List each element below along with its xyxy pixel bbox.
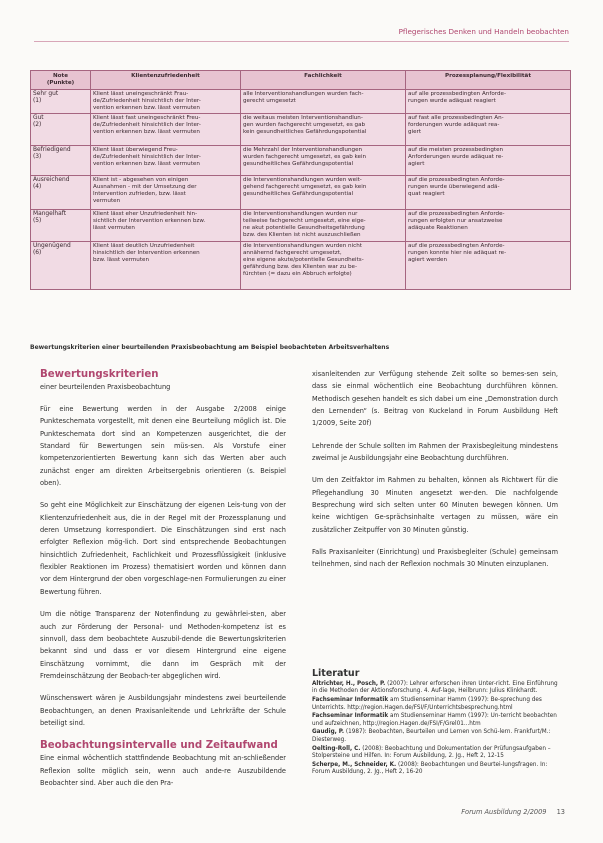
literature-entry <box>312 762 558 777</box>
table-row <box>31 146 571 176</box>
cell-klient: Klient lässt überwiegend Freu- de/Zufriedenheit hinsichtlich der Inter- vention erkennen bzw. lässt vermuten <box>91 146 241 176</box>
literature-entry <box>312 746 558 761</box>
lit-author: Fachseminar Informatik <box>312 713 389 720</box>
lit-author: Gaudig, P. <box>312 729 345 736</box>
paragraph: Eine einmal wöchentlich stattfindende Beobachtung mit an-schließender Reflexion sollte möglich sein, wenn auch ande-re Auszubildende Beobachter sind. Aber auch die den Pra- <box>40 754 286 787</box>
lit-text: am Studienseminar Hamm (1997): Be-sprechung des Unterrichts. http://region.Hagen.de/FSI/F/Unterrichtsbesprechung.html <box>312 697 542 711</box>
cell-klient: Klient lässt uneingeschränkt Frau- de/Zufriedenheit hinsichtlich der Inter- vention erkennen bzw. lässt vermuten <box>91 90 241 114</box>
header-title: Pflegerisches Denken und Handeln beobachten <box>398 27 569 36</box>
section-heading-criteria: Bewertungskriterien <box>40 369 159 380</box>
literature-entry <box>312 713 558 728</box>
table-row <box>31 242 571 290</box>
right-column <box>312 368 558 778</box>
cell-note: Mangelhaft (5) <box>31 210 91 242</box>
lit-text: (2007): Lehrer erforschen ihren Unter-richt. Eine Einführung in die Methoden der Aktionsforschung. 4. Auf-lage, Heilbrunn: Julius Klinkhardt. <box>312 680 558 695</box>
paragraph: Wünschenswert wären je Ausbildungsjahr mindestens zwei beurteilende Beobachtungen, an denen Praxisanleitende und Lehrkräfte der Schule beteiligt sind. <box>40 694 286 727</box>
cell-note: Ausreichend (4) <box>31 176 91 210</box>
cell-klient: Klient lässt fast uneingeschränkt Freu- de/Zufriedenheit hinsichtlich der Inter- vention erkennen bzw. lässt vermuten <box>91 114 241 146</box>
paragraph: xisanleitenden zur Verfügung stehende Zeit sollte so bemes-sen sein, dass sie einmal wöchentlich eine Beobachtung durchführen können. Methodisch gesehen handelt es sich dabei um eine „Demonstration durch den Lernenden“ (s. Beitrag von Kuckeland in Forum Ausbildung Heft 1/2009, Seite 20f) <box>312 370 558 428</box>
literature-entry <box>312 697 558 712</box>
header-prozessplanung: Prozessplanung/Flexibilität <box>406 71 571 90</box>
lit-author: Oelting-Roll, C. <box>312 745 361 752</box>
paragraph: So geht eine Möglichkeit zur Einschätzung der eigenen Leis-tung von der Klientenzufriedenheit aus, die in der Regel mit der Prozessplanung und deren Umsetzung korrespondiert. Die Einschätzungen sind erst nach erfolgter Reflexion mög-lich. Dort sind entsprechende Beobachtungen hinsichtlich Zufriedenheit, Fachlichkeit und Prozessflüssigkeit (inklusive flexibler Reaktionen im Prozess) thematisiert worden und können dann vor dem Hintergrund der oben vorgeschlage-nen Formulierungen zu einer Bewertung führen. <box>40 501 286 596</box>
cell-klient: Klient ist - abgesehen von einigen Ausnahmen - mit der Umsetzung der Intervention zufrieden, bzw. lässt vermuten <box>91 176 241 210</box>
header-fachlichkeit: Fachlichkeit <box>241 71 406 90</box>
cell-fach: alle Interventionshandlungen wurden fach- gerecht umgesetzt <box>241 90 406 114</box>
cell-prozess: auf die meisten prozessbedingten Anforderungen wurde adäquat re- agiert <box>406 146 571 176</box>
page-footer <box>461 808 565 816</box>
cell-klient: Klient lässt deutlich Unzufriedenheit hinsichtlich der Intervention erkennen bzw. lässt vermuten <box>91 242 241 290</box>
section-heading-intervals: Beobachtungsintervalle und Zeitaufwand <box>40 740 278 752</box>
section-subheading: einer beurteilenden Praxisbeobachtung <box>40 383 171 391</box>
page-number: 13 <box>556 808 565 816</box>
cell-fach: die weitaus meisten Interventionshandlun- gen wurden fachgerecht umgesetzt, es gab kein gesundheitliches Gefährdungspotential <box>241 114 406 146</box>
cell-prozess: auf fast alle prozessbedingten An- forderungen wurde adäquat rea- giert <box>406 114 571 146</box>
table-row <box>31 114 571 146</box>
table-row <box>31 176 571 210</box>
criteria-table-wrapper <box>30 70 570 290</box>
cell-note: Gut (2) <box>31 114 91 146</box>
footer-source: Forum Ausbildung 2/2009 <box>461 808 547 816</box>
literature-heading: Literatur <box>312 667 360 679</box>
table-header-row <box>31 71 571 90</box>
cell-fach: die Interventionshandlungen wurden nur teilweise fachgerecht umgesetzt, eine eige- ne akut potentielle Gesundheitsgefährdung bzw. des Klienten ist nicht auszuschließen <box>241 210 406 242</box>
table-row <box>31 210 571 242</box>
paragraph: Um die nötige Transparenz der Notenfindung zu gewährlei-sten, aber auch zur Förderung der Personal- und Methoden-kompetenz ist es sinnvoll, dass dem beobachtete Auszubil-dende die Bewertungskriterien bekannt sind und dass er vor diesem Hintergrund eine eigene Einschätzung vornimmt, die dann im Gespräch mit der Fremdeinschätzung der Beobach-ter abgeglichen wird. <box>40 610 286 680</box>
cell-fach: die Interventionshandlungen wurden nicht annähernd fachgerecht umgesetzt, eine eigene akute/potentielle Gesundheits- gefährdung bzw. des Klienten war zu be- fürchten (= dazu ein Abbruch erfolgte) <box>241 242 406 290</box>
cell-prozess: auf die prozessbedingten Anforde- rungen wurde überwiegend adä- quat reagiert <box>406 176 571 210</box>
table-row <box>31 90 571 114</box>
cell-fach: die Mehrzahl der Interventionshandlungen wurden fachgerecht umgesetzt, es gab kein gesundheitliches Gefährdungspotential <box>241 146 406 176</box>
cell-note: Ungenügend (6) <box>31 242 91 290</box>
cell-prozess: auf die prozessbedingten Anforde- rungen konnte hier nie adäquat re- agiert werden <box>406 242 571 290</box>
literature-entry <box>312 729 558 744</box>
lit-author: Scherpe, M., Schneider, K. <box>312 761 397 768</box>
lit-text: (2008): Beobachtungen und Beurtei-lungsfragen. In: Forum Ausbildung, 2. Jg., Heft 2, 16-20 <box>312 761 548 776</box>
cell-note: Befriedigend (3) <box>31 146 91 176</box>
literature-entry <box>312 681 558 696</box>
lit-text: (1987): Beobachten, Beurteilen und Lernen von Schü-lern. Frankfurt/M.: Diesterweg. <box>312 729 551 743</box>
lit-author: Fachseminar Informatik <box>312 697 389 703</box>
paragraph: Um den Zeitfaktor im Rahmen zu behalten, können als Richtwert für die Pflegehandlung 30 Minuten angesetzt wer-den. Die nachfolgende Besprechung wird sich selten unter 60 Minuten bewegen können. Um keine wichtigen Ge-sprächsinhalte vertagen zu müssen, wäre ein zusätzlicher Zeitpuffer von 30 Minuten günstig. <box>312 476 558 534</box>
criteria-table <box>30 70 571 290</box>
left-column <box>40 368 286 799</box>
lit-text: (2008): Beobachtung und Dokumentation der Prüfungsaufgaben – Stolpersteine und Hilfen. In: Forum Ausbildung, 2. Jg., Heft 2, 12-15 <box>312 745 551 760</box>
cell-klient: Klient lässt eher Unzufriedenheit hin- sichtlich der Intervention erkennen bzw. lässt vermuten <box>91 210 241 242</box>
table-caption: Bewertungskriterien einer beurteilenden Praxisbeobachtung am Beispiel beobachteten Arbeitsverhaltens <box>30 344 390 351</box>
cell-note: Sehr gut (1) <box>31 90 91 114</box>
header-klientenzufriedenheit: Klientenzufriedenheit <box>91 71 241 90</box>
paragraph: Falls Praxisanleiter (Einrichtung) und Praxisbegleiter (Schule) gemeinsam teilnehmen, sind nach der Reflexion nochmals 30 Minuten einzuplanen. <box>312 548 558 569</box>
lit-author: Altrichter, H., Posch, P. <box>312 680 386 687</box>
page-header <box>34 24 569 42</box>
cell-prozess: auf die prozessbedingten Anforde- rungen erfolgten nur ansatzweise adäquate Reaktionen <box>406 210 571 242</box>
cell-fach: die Interventionshandlungen wurden weit- gehend fachgerecht umgesetzt, es gab kein gesundheitliches Gefährdungspotential <box>241 176 406 210</box>
paragraph: Lehrende der Schule sollten im Rahmen der Praxisbegleitung mindestens zweimal je Ausbildungsjahr eine Beobachtung durchführen. <box>312 441 558 463</box>
header-note: Note (Punkte) <box>31 71 91 90</box>
cell-prozess: auf alle prozessbedingten Anforde- rungen wurde adäquat reagiert <box>406 90 571 114</box>
lit-text: am Studienseminar Hamm (1997): Un-terricht beobachten und aufzeichnen, http://region.Hagen.de/FSI/F/Grel01...htm <box>312 713 557 727</box>
paragraph: Für eine Bewertung werden in der Ausgabe 2/2008 einige Punkteschemata vorgestellt, mit denen eine Beurteilung möglich ist. Die Punkteschemata dort sind an Kompetenzen ausgerichtet, die der Standard für Bewertungen sein müs-sen. Als Vorstufe einer kompetenzorientierten Bewertung kann sich das Werten aber auch zunächst enger am direkten Arbeitsergebnis orientieren (s. Beispiel oben). <box>40 405 286 488</box>
